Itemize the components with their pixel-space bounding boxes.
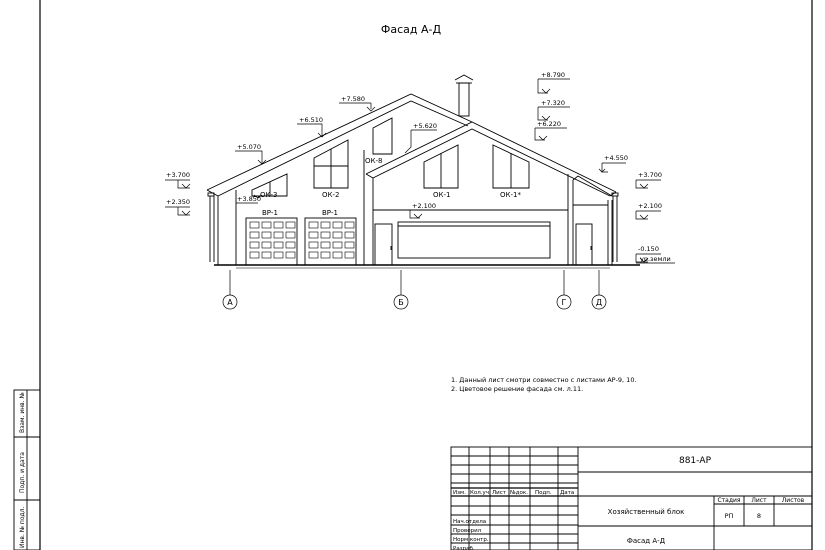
level-mark-6220: +6.220 xyxy=(537,120,562,128)
note-1: 1. Данный лист смотри совместно с листами АР-9, 10. xyxy=(451,376,637,384)
project-name: Хозяйственный блок xyxy=(607,508,685,516)
label-ok3: ОК-3 xyxy=(260,191,278,199)
drawing-title: Фасад А-Д xyxy=(380,23,442,36)
building-elevation xyxy=(207,75,640,268)
level-mark-minus-0150: -0.150 xyxy=(638,245,659,253)
label-ok8: ОК-8 xyxy=(365,157,383,165)
sheet-value: 8 xyxy=(756,512,762,520)
ground-level-label: ур.земли xyxy=(640,255,671,263)
label-ok1-star: ОК-1* xyxy=(500,191,521,199)
window-ok8 xyxy=(373,118,392,154)
level-mark-7580: +7.580 xyxy=(341,95,366,103)
stamp-row-norm: Норм.контр. xyxy=(453,537,489,543)
stamp-col-count: Кол.уч xyxy=(470,490,490,496)
stamp-row-developer: Разраб. xyxy=(453,546,475,550)
level-mark-3700-right: +3.700 xyxy=(638,171,663,179)
label-vr1-b: ВР-1 xyxy=(322,209,339,217)
level-mark-leaders xyxy=(165,79,675,263)
stamp-col-date: Дата xyxy=(560,490,575,496)
sheet-header: Лист xyxy=(751,497,767,504)
level-mark-7320: +7.320 xyxy=(541,99,566,107)
level-mark-2100-center: +2.100 xyxy=(412,202,437,210)
axis-label-b: Б xyxy=(398,298,404,307)
level-mark-6510: +6.510 xyxy=(299,116,324,124)
level-mark-2350: +2.350 xyxy=(166,198,191,206)
garage-panels xyxy=(250,222,354,258)
axis-label-d: Д xyxy=(595,298,603,307)
axis-lines xyxy=(223,270,606,309)
sheets-header: Листов xyxy=(781,497,805,504)
level-mark-5070: +5.070 xyxy=(237,143,262,151)
sheet-title: Фасад А-Д xyxy=(626,537,666,545)
level-mark-3850: +3.850 xyxy=(237,195,262,203)
stage-header: Стадия xyxy=(717,497,741,504)
stamp-col-doc: №док. xyxy=(510,490,528,496)
note-2: 2. Цветовое решение фасада см. л.11. xyxy=(451,385,584,393)
label-ok2: ОК-2 xyxy=(322,191,340,199)
side-label-inventory: Инв. № подл. xyxy=(19,506,26,548)
stamp-col-sheet: Лист xyxy=(492,490,506,496)
axis-label-a: А xyxy=(227,298,233,307)
stamp-col-change: Изм. xyxy=(453,490,466,496)
level-mark-3700-left: +3.700 xyxy=(166,171,191,179)
axis-label-g: Г xyxy=(561,298,567,307)
level-mark-4550: +4.550 xyxy=(604,154,629,162)
label-vr1-a: ВР-1 xyxy=(262,209,279,217)
stamp-row-head: Нач.отдела xyxy=(453,519,487,525)
level-mark-2100-right: +2.100 xyxy=(638,202,663,210)
stamp-row-checked: Проверил xyxy=(453,528,482,534)
stage-value: РП xyxy=(724,512,734,520)
label-ok1: ОК-1 xyxy=(433,191,451,199)
side-label-replacement: Взам. инв. № xyxy=(19,392,26,433)
project-code: 881-АР xyxy=(678,456,712,466)
level-mark-8790: +8.790 xyxy=(541,71,566,79)
binding-strip xyxy=(14,390,40,550)
side-label-signature: Подп. и дата xyxy=(19,452,26,493)
level-mark-5620: +5.620 xyxy=(413,122,438,130)
stamp-col-sign: Подп. xyxy=(535,490,552,496)
